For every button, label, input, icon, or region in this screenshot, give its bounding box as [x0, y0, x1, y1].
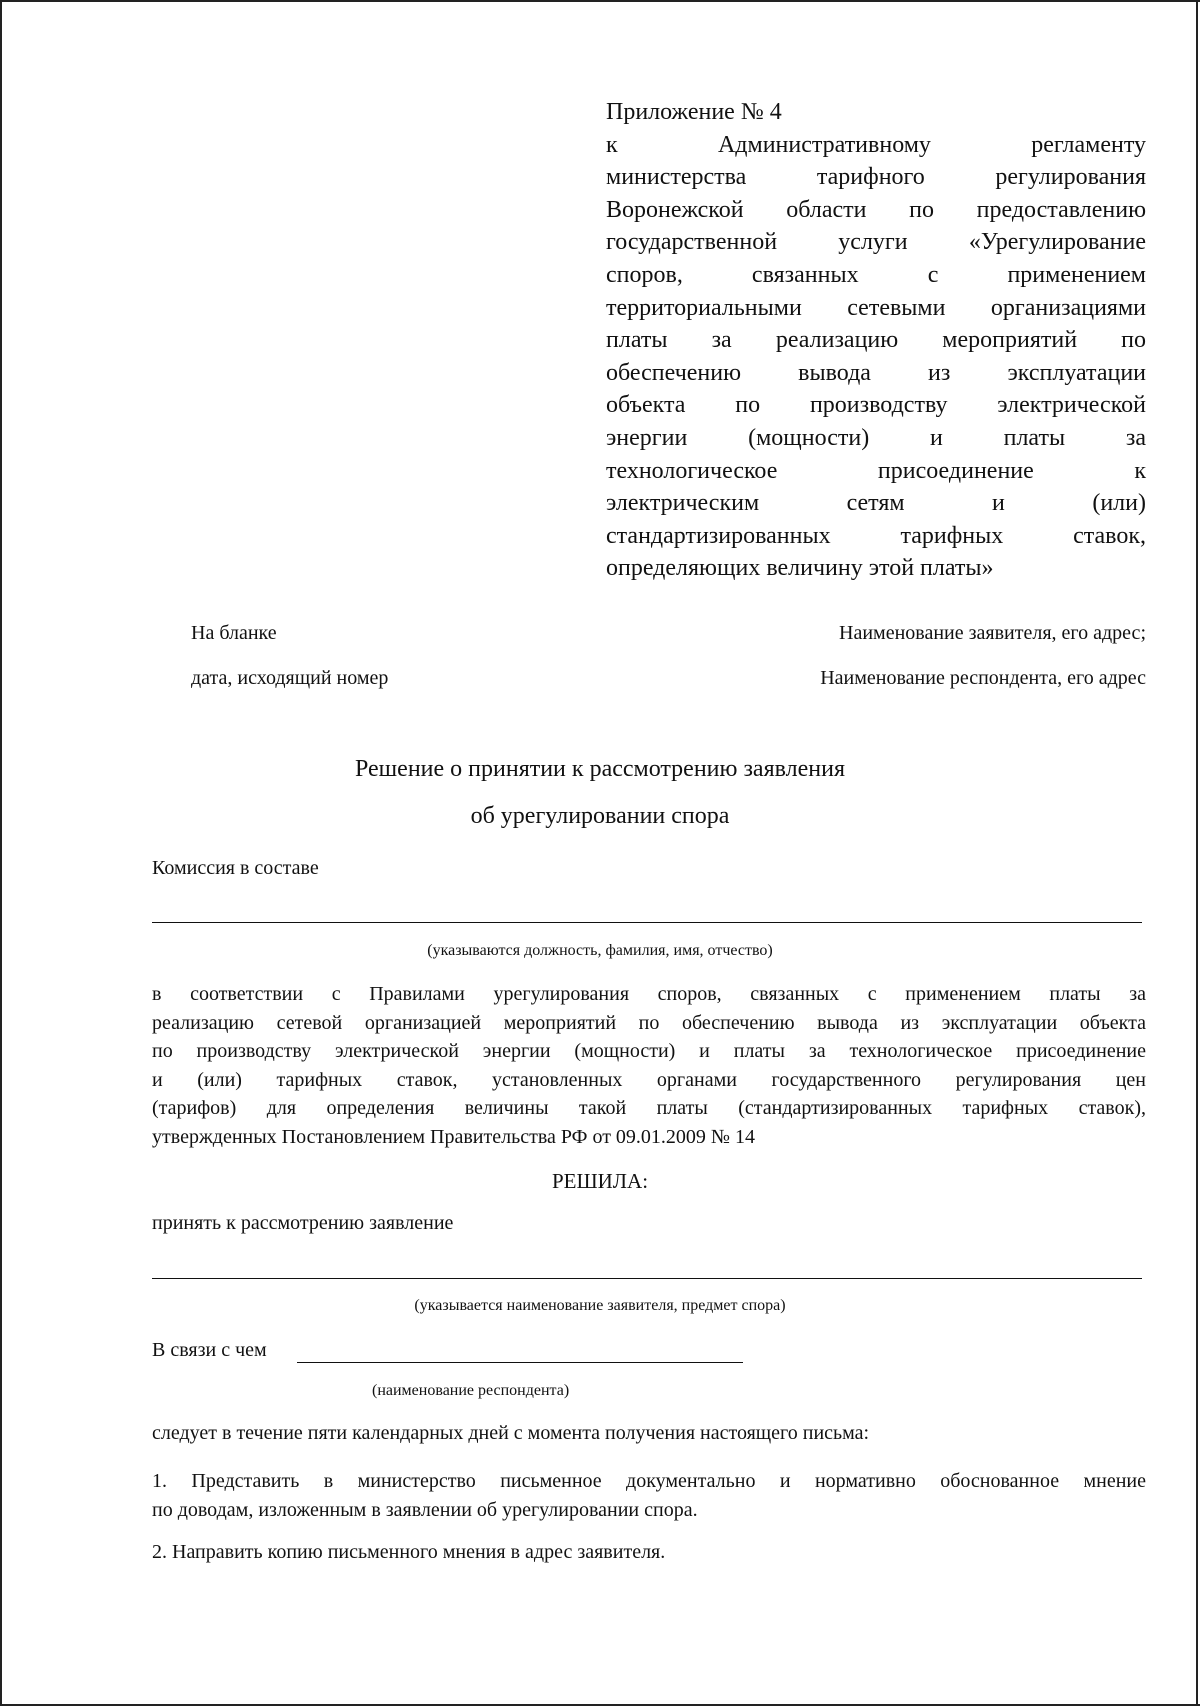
- basis-line: и (или) тарифных ставок, установленных органами государственного регулирования цен: [152, 1068, 1146, 1091]
- decision-title-line2: об урегулировании спора: [470, 803, 730, 829]
- appendix-line: государственной услуги «Урегулирование: [606, 229, 1146, 256]
- date-number-note: дата, исходящий номер: [191, 667, 389, 689]
- page-border-top: [0, 0, 1200, 2]
- item-2: 2. Направить копию письменного мнения в адрес заявителя.: [152, 1541, 666, 1563]
- appendix-line: технологическое присоединение к: [606, 457, 1146, 484]
- item-1: [152, 1467, 1146, 1524]
- item-1-line2: по доводам, изложенным в заявлении об урегулировании спора.: [152, 1498, 698, 1521]
- deadline-text: следует в течение пяти календарных дней с момента получения настоящего письма:: [152, 1422, 870, 1444]
- basis-line: (тарифов) для определения величины такой платы (стандартизированных тарифных ставок),: [152, 1097, 1146, 1119]
- appendix-line: определяющих величину этой платы»: [606, 555, 994, 582]
- respondent-fill-line: [297, 1362, 743, 1363]
- basis-line: по производству электрической энергии (мощности) и платы за технологическое присоединение: [152, 1040, 1146, 1062]
- appendix-line: споров, связанных с применением: [606, 261, 1146, 288]
- appendix-line: платы за реализацию мероприятий по: [606, 327, 1146, 354]
- resolved-heading: РЕШИЛА:: [551, 1169, 649, 1193]
- decision-title-line1: Решение о принятии к рассмотрению заявления: [355, 756, 845, 782]
- commission-label: Комиссия в составе: [152, 857, 319, 879]
- appendix-line: к Административному регламенту: [606, 131, 1146, 158]
- in-connection-label: В связи с чем: [152, 1339, 267, 1361]
- appendix-block: [606, 96, 1146, 585]
- respondent-caption: (наименование респондента): [372, 1382, 570, 1399]
- basis-line: в соответствии с Правилами урегулирования споров, связанных с применением платы за: [152, 983, 1146, 1005]
- appendix-line: стандартизированных тарифных ставок,: [606, 522, 1146, 549]
- appendix-line: электрическим сетям и (или): [606, 490, 1146, 517]
- letterhead-note: На бланке: [191, 622, 277, 644]
- appendix-title: Приложение № 4: [606, 99, 782, 125]
- page-border-left: [0, 0, 2, 1706]
- item-1-line1: 1. Представить в министерство письменное документально и нормативно обоснованное мнение: [152, 1470, 1146, 1492]
- accept-label: принять к рассмотрению заявление: [152, 1212, 454, 1234]
- appendix-line: энергии (мощности) и платы за: [606, 424, 1146, 451]
- appendix-line: территориальными сетевыми организациями: [606, 294, 1146, 321]
- accept-fill-line: [152, 1278, 1142, 1279]
- appendix-line: Воронежской области по предоставлению: [606, 196, 1146, 223]
- applicant-address-note: Наименование заявителя, его адрес;: [839, 622, 1146, 644]
- page-border-right: [1196, 0, 1198, 1706]
- appendix-line: объекта по производству электрической: [606, 392, 1146, 419]
- respondent-address-note: Наименование респондента, его адрес: [820, 667, 1146, 689]
- appendix-line: министерства тарифного регулирования: [606, 164, 1146, 191]
- basis-line: реализацию сетевой организацией мероприятий по обеспечению вывода из эксплуатации объекта: [152, 1011, 1146, 1034]
- commission-caption: (указываются должность, фамилия, имя, отчество): [427, 942, 773, 959]
- appendix-line: обеспечению вывода из эксплуатации: [606, 359, 1146, 386]
- commission-fill-line: [152, 922, 1142, 923]
- accept-caption: (указывается наименование заявителя, предмет спора): [414, 1297, 786, 1314]
- basis-paragraph: [152, 980, 1146, 1151]
- basis-line: утвержденных Постановлением Правительства РФ от 09.01.2009 № 14: [152, 1125, 756, 1148]
